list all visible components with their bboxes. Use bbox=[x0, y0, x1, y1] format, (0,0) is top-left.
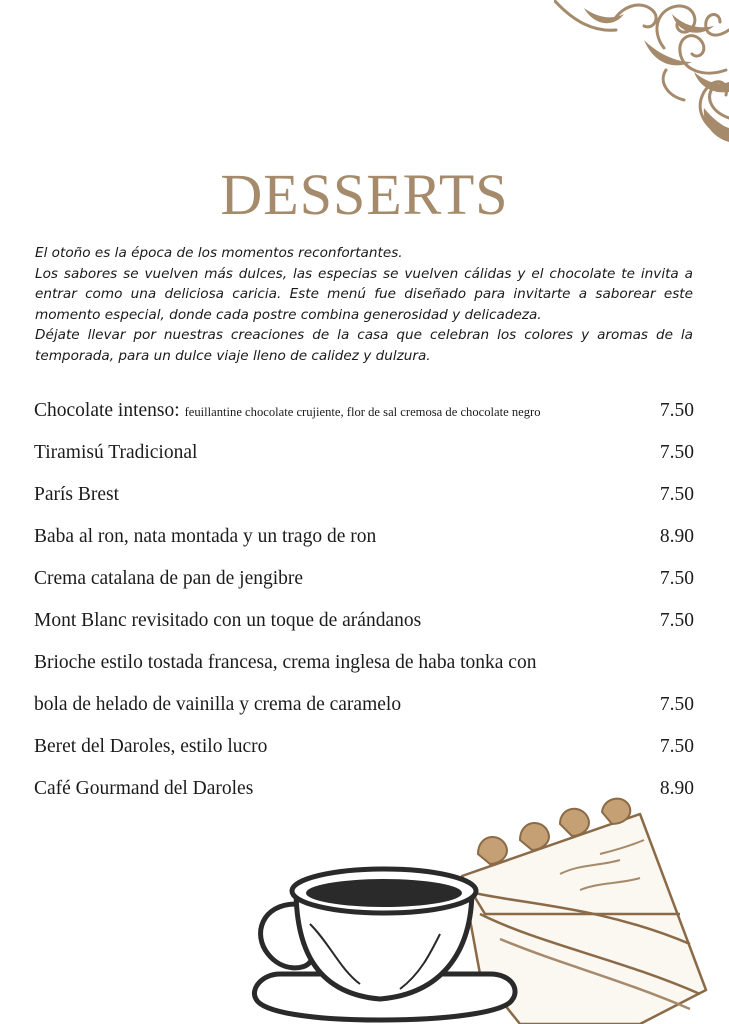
dessert-menu bbox=[34, 390, 694, 810]
intro-paragraph: Déjate llevar por nuestras creaciones de la casa que celebran los colores y aromas de la temporada, para un dulce viaje lleno de calidez y dulzura. bbox=[35, 327, 693, 364]
menu-item-description: feuillantine chocolate crujiente, flor de sal cremosa de chocolate negro bbox=[184, 405, 541, 419]
intro-paragraph: Los sabores se vuelven más dulces, las especias se vuelven cálidas y el chocolate te invita a entrar como una deliciosa caricia. Este menú fue diseñado para invitarte a saborear este momento especial, donde cada postre combina generosidad y delicadeza. bbox=[35, 265, 693, 323]
menu-item bbox=[34, 642, 694, 684]
menu-item bbox=[34, 474, 694, 516]
menu-item-name: Beret del Daroles, estilo lucro bbox=[34, 736, 268, 757]
menu-item-name: Tiramisú Tradicional bbox=[34, 442, 198, 463]
menu-item-price: 7.50 bbox=[659, 610, 694, 631]
menu-item-name: Crema catalana de pan de jengibre bbox=[34, 568, 304, 589]
menu-item-name: Baba al ron, nata montada y un trago de ron bbox=[34, 526, 377, 547]
menu-item-name: bola de helado de vainilla y crema de caramelo bbox=[34, 694, 402, 715]
menu-item bbox=[34, 516, 694, 558]
menu-item-price: 7.50 bbox=[659, 694, 694, 715]
menu-item-price: 8.90 bbox=[659, 778, 694, 799]
intro-line: El otoño es la época de los momentos reconfortantes. bbox=[35, 245, 403, 261]
intro-text bbox=[35, 243, 693, 367]
menu-item bbox=[34, 432, 694, 474]
coffee-cup-and-cake-slice-icon bbox=[0, 794, 729, 1024]
menu-item-name: Mont Blanc revisitado con un toque de arándanos bbox=[34, 610, 422, 631]
menu-item bbox=[34, 684, 694, 726]
menu-item-price: 7.50 bbox=[659, 736, 694, 757]
menu-item bbox=[34, 726, 694, 768]
page-title: DESSERTS bbox=[220, 162, 509, 227]
menu-item-price: 7.50 bbox=[659, 568, 694, 589]
menu-item bbox=[34, 390, 694, 432]
baroque-ornament-icon bbox=[554, 0, 729, 145]
menu-item bbox=[34, 600, 694, 642]
menu-item-price: 7.50 bbox=[659, 400, 694, 421]
menu-item-name: París Brest bbox=[34, 484, 120, 505]
menu-item-price: 7.50 bbox=[659, 484, 694, 505]
menu-item bbox=[34, 558, 694, 600]
menu-item-name: Café Gourmand del Daroles bbox=[34, 778, 254, 799]
menu-item-name: Chocolate intenso: bbox=[34, 400, 180, 421]
menu-item-price: 8.90 bbox=[659, 526, 694, 547]
menu-item-name: Brioche estilo tostada francesa, crema inglesa de haba tonka con bbox=[34, 652, 537, 673]
menu-item-price: 7.50 bbox=[659, 442, 694, 463]
